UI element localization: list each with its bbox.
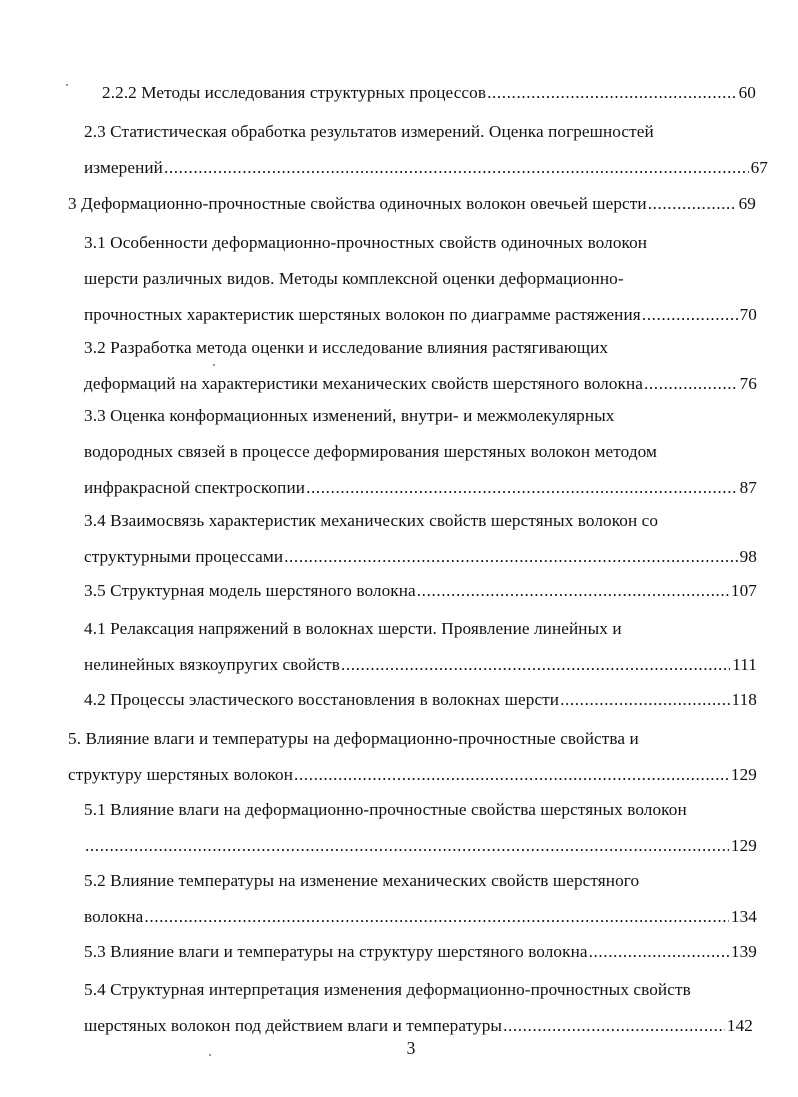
toc-page-number: 139 xyxy=(730,942,757,961)
toc-entry xyxy=(84,573,757,609)
toc-entry-text: 2.2.2 Методы исследования структурных процессов xyxy=(102,83,487,102)
toc-entry-text: 4.2 Процессы эластического восстановления в волокнах шерсти xyxy=(84,690,560,709)
toc-page-number: 129 xyxy=(730,765,757,784)
toc-line xyxy=(84,899,757,935)
toc-entry xyxy=(84,972,753,1044)
dot-leader xyxy=(644,366,738,402)
toc-line xyxy=(84,934,757,970)
toc-line xyxy=(84,682,757,718)
toc-line xyxy=(84,297,757,333)
toc-page-number: 98 xyxy=(739,547,757,566)
toc-line xyxy=(68,186,756,222)
toc-line: 3.4 Взаимосвязь характеристик механических свойств шерстяных волокон со xyxy=(84,511,659,530)
toc-entry-text: шерстяных волокон под действием влаги и температуры xyxy=(84,1016,503,1035)
dot-leader xyxy=(560,682,729,718)
dot-leader xyxy=(294,757,729,793)
dot-leader xyxy=(284,539,737,575)
dot-leader xyxy=(306,470,738,506)
toc-entry xyxy=(84,934,757,970)
scan-speck xyxy=(66,84,68,86)
toc-line xyxy=(84,647,757,683)
dot-leader xyxy=(144,899,728,935)
dot-leader xyxy=(642,297,738,333)
toc-entry-text: 3.5 Структурная модель шерстяного волокна xyxy=(84,581,416,600)
toc-page-number: 118 xyxy=(731,690,757,709)
toc-line: 5.1 Влияние влаги на деформационно-прочностные свойства шерстяных волокон xyxy=(84,800,687,819)
dot-leader xyxy=(164,150,749,186)
toc-entry xyxy=(84,611,757,683)
toc-page-number: 60 xyxy=(738,83,756,102)
toc-entry xyxy=(68,186,756,222)
toc-page-number: 134 xyxy=(730,907,757,926)
toc-entry xyxy=(84,863,757,935)
toc-entry xyxy=(68,721,757,793)
toc-page-number: 70 xyxy=(739,305,757,324)
toc-line: 2.3 Статистическая обработка результатов измерений. Оценка погрешностей xyxy=(84,122,654,141)
toc-entry xyxy=(84,330,757,402)
toc-line: 3.2 Разработка метода оценки и исследование влияния растягивающих xyxy=(84,338,609,357)
toc-page-number: 111 xyxy=(732,655,757,674)
toc-entry-text: деформаций на характеристики механических свойств шерстяного волокна xyxy=(84,374,644,393)
toc-page-number: 142 xyxy=(726,1016,753,1035)
toc-entry-text: структуру шерстяных волокон xyxy=(68,765,293,784)
toc-entry-text: структурными процессами xyxy=(84,547,284,566)
toc-entry xyxy=(102,75,756,111)
toc-line xyxy=(84,150,768,186)
toc-entry xyxy=(84,503,757,575)
toc-line xyxy=(84,573,757,609)
toc-entry-text: 5.3 Влияние влаги и температуры на структуру шерстяного волокна xyxy=(84,942,588,961)
toc-entry-text: инфракрасной спектроскопии xyxy=(84,478,306,497)
toc-entry xyxy=(84,682,757,718)
page-number: 3 xyxy=(406,1038,416,1058)
toc-line: 5.4 Структурная интерпретация изменения деформационно-прочностных свойств xyxy=(84,980,691,999)
toc-line: водородных связей в процессе деформирования шерстяных волокон методом xyxy=(84,442,658,461)
scan-speck xyxy=(209,1054,211,1056)
toc-line: шерсти различных видов. Методы комплексной оценки деформационно- xyxy=(84,269,624,288)
toc-line: 3.3 Оценка конформационных изменений, внутри- и межмолекулярных xyxy=(84,406,615,425)
toc-entry xyxy=(84,792,757,864)
toc-entry-text: волокна xyxy=(84,907,144,926)
toc-page-number: 107 xyxy=(730,581,757,600)
toc-entry-text: измерений xyxy=(84,158,163,177)
dot-leader xyxy=(417,573,729,609)
toc-page-number: 76 xyxy=(739,374,757,393)
toc-entry xyxy=(84,398,757,506)
toc-line xyxy=(84,828,757,864)
dot-leader xyxy=(589,934,729,970)
toc-line xyxy=(84,470,757,506)
scan-speck xyxy=(213,364,215,366)
toc-line xyxy=(84,366,757,402)
toc-entry xyxy=(84,225,757,333)
toc-line: 5.2 Влияние температуры на изменение механических свойств шерстяного xyxy=(84,871,640,890)
toc-line xyxy=(68,757,757,793)
toc-entry xyxy=(84,114,768,186)
dot-leader xyxy=(648,186,737,222)
toc-page-number: 69 xyxy=(738,194,756,213)
dot-leader xyxy=(487,75,737,111)
toc-page-number: 129 xyxy=(730,836,757,855)
toc-page-number: 67 xyxy=(750,158,768,177)
toc-line xyxy=(102,75,756,111)
toc-line: 5. Влияние влаги и температуры на деформационно-прочностные свойства и xyxy=(68,729,639,748)
dot-leader xyxy=(341,647,730,683)
toc-line: 3.1 Особенности деформационно-прочностных свойств одиночных волокон xyxy=(84,233,648,252)
toc-line xyxy=(84,539,757,575)
toc-entry-text: 3 Деформационно-прочностные свойства одиночных волокон овечьей шерсти xyxy=(68,194,647,213)
dot-leader xyxy=(85,828,729,864)
toc-entry-text: нелинейных вязкоупругих свойств xyxy=(84,655,340,674)
toc-entry-text: прочностных характеристик шерстяных волокон по диаграмме растяжения xyxy=(84,305,641,324)
toc-page-number: 87 xyxy=(739,478,757,497)
toc-line: 4.1 Релаксация напряжений в волокнах шерсти. Проявление линейных и xyxy=(84,619,622,638)
